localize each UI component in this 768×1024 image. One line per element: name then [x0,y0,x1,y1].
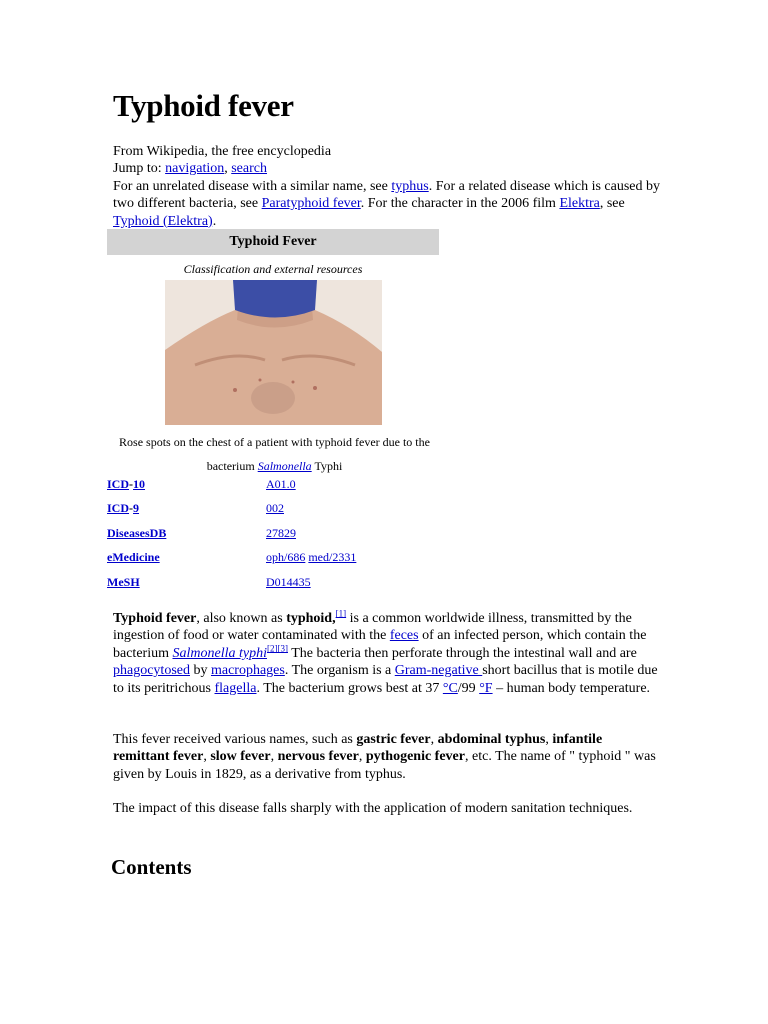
icd9-code-link[interactable]: 002 [266,501,284,515]
code-key [107,550,160,565]
icd9-link[interactable]: 9 [133,501,140,515]
photo-illustration [165,280,382,425]
typhus-link[interactable]: typhus [391,178,429,194]
code-sep: - [129,501,134,515]
bold-term: gastric fever [356,732,431,747]
caption-text: Typhi [311,459,343,473]
photo-caption [107,430,442,478]
separator: , [224,161,232,177]
text: . The bacterium grows best at 37 [256,680,443,696]
salmonella-caption-link[interactable]: Salmonella [257,459,312,473]
icd10-code-link[interactable]: A01.0 [266,477,296,491]
paragraph-impact: The impact of this disease falls sharply with the application of modern sanitation techniques. [113,801,633,816]
text: by [189,663,211,679]
infobox-title: Typhoid Fever [107,229,439,255]
typhoid-elektra-link[interactable]: Typhoid (Elektra) [113,213,213,229]
code-value [266,550,356,565]
flagella-link[interactable]: flagella [214,680,257,696]
code-value [266,575,311,590]
code-key [107,526,166,541]
bold-term: Typhoid fever [113,611,197,626]
diseasesdb-link[interactable]: DiseasesDB [107,526,167,540]
text: , also known as [196,611,287,626]
text: , [270,749,278,765]
code-key [107,501,139,516]
patient-chest-photo[interactable] [165,280,382,425]
macrophages-link[interactable]: macrophages [210,663,285,679]
bold-term: slow fever [210,749,271,765]
text: of an infected person, which contain the bacterium [113,628,647,661]
text: This fever received various names, such as [113,732,357,747]
page-title: Typhoid fever [113,88,294,123]
text: , [545,732,553,747]
paratyphoid-link[interactable]: Paratyphoid fever [261,196,361,212]
code-sep: - [129,477,134,491]
bold-term: pythogenic fever [365,749,465,765]
icd10-link[interactable]: 10 [133,477,146,491]
bold-term: nervous fever [277,749,359,765]
text: – human body temperature. [492,680,651,696]
fahrenheit-link[interactable]: °F [479,680,493,696]
article-intro [113,143,673,230]
hatnote-text: For an unrelated disease with a similar name, see [113,178,392,194]
bold-term: typhoid, [286,611,336,626]
mesh-link[interactable]: MeSH [107,575,140,589]
celsius-link[interactable]: °C [442,680,458,696]
paragraph-names [113,731,658,783]
hatnote [113,178,673,230]
caption-text: Rose spots on the chest of a patient with typhoid fever due to the bacterium [119,435,430,473]
jump-label: Jump to: [113,161,166,177]
code-key [107,477,145,492]
infobox-classification: Classification and external resources [183,262,363,276]
diseasesdb-code-link[interactable]: 27829 [266,526,296,540]
code-value [266,501,284,516]
paragraph-intro [113,610,658,697]
elektra-link[interactable]: Elektra [559,196,600,212]
text: is a common worldwide illness, transmitted by the ingestion of food or water contaminated with the [113,611,632,644]
ref-2-3-link[interactable]: [2][3] [266,643,288,654]
code-value [266,477,296,492]
bold-term: abdominal typhus [437,732,546,747]
search-link[interactable]: search [231,161,267,177]
gram-negative-link[interactable]: Gram-negative [394,663,483,679]
emedicine-link[interactable]: eMedicine [107,550,160,564]
text: , [430,732,438,747]
text: , [203,749,211,765]
emedicine-oph-link[interactable]: oph/686 [266,550,306,564]
emedicine-med-link[interactable]: med/2331 [308,550,357,564]
text: /99 [457,680,480,696]
code-value [266,526,296,541]
text: short bacillus that is motile due to its peritrichous [113,663,658,696]
hatnote-text: , see [599,196,625,212]
jump-to [113,160,673,177]
contents-heading: Contents [111,855,192,879]
salmonella-typhi-link[interactable]: Salmonella typhi [172,645,267,661]
text: The bacteria then perforate through the intestinal wall and are [287,645,637,661]
icd-link[interactable]: ICD [107,477,130,491]
text: . The organism is a [284,663,395,679]
text: , [358,749,366,765]
bold-term: infantile remittant fever [113,732,603,765]
mesh-code-link[interactable]: D014435 [266,575,311,589]
hatnote-text: . For the character in the 2006 film [360,196,560,212]
tagline: From Wikipedia, the free encyclopedia [113,144,332,159]
hatnote-text: . [212,213,217,229]
hatnote-text: . For a related disease which is caused by two different bacteria, see [113,178,661,212]
ref-1-link[interactable]: [1] [335,608,347,619]
phagocytosed-link[interactable]: phagocytosed [113,663,190,679]
navigation-link[interactable]: navigation [165,161,225,177]
text: , etc. The name of " typhoid " was given by Louis in 1829, as a derivative from typhus. [113,749,656,782]
icd-link[interactable]: ICD [107,501,130,515]
code-key [107,575,140,590]
feces-link[interactable]: feces [389,628,419,644]
